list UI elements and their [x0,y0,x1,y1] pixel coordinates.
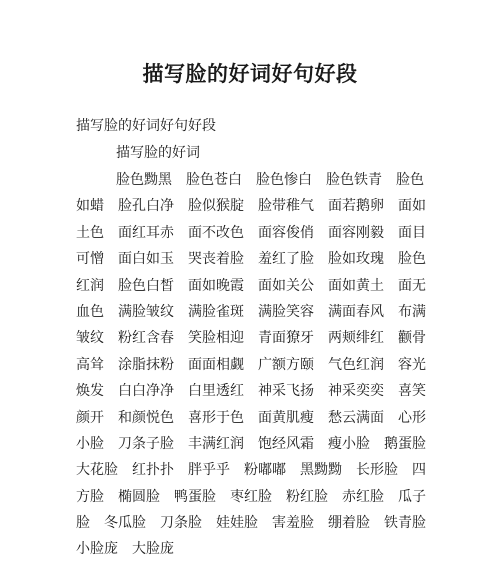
paragraph-line: 脸色黝黑 脸色苍白 脸色惨白 脸色铁青 脸色 [116,172,424,188]
paragraph-line: 血色 满脸皱纹 满脸雀斑 满脸笑容 满面春风 布满 [76,303,426,320]
paragraph-line: 高耸 涂脂抹粉 面面相觑 广额方颐 气色红润 容光 [76,356,426,373]
page-title: 描写脸的好词好句好段 [142,61,358,86]
paragraph-line: 皱纹 粉红含春 笑脸相迎 青面獠牙 两颊绯红 颧骨 [76,330,426,347]
paragraph-line: 如蜡 脸孔白净 脸似猴腚 脸带稚气 面若鹅卵 面如 [76,198,426,215]
paragraph-line: 颜开 和颜悦色 喜形于色 面黄肌瘦 愁云满面 心形 [76,409,426,426]
paragraph-line: 红润 脸色白皙 面如晚霞 面如关公 面如黄土 面无 [76,277,426,294]
article-subtitle: 描写脸的好词好句好段 [76,118,216,134]
paragraph-line: 脸 冬瓜脸 刀条脸 娃娃脸 害羞脸 绷着脸 铁青脸 [76,515,426,532]
paragraph-line: 土色 面红耳赤 面不改色 面容俊俏 面容刚毅 面目 [76,224,426,241]
paragraph-line: 大花脸 红扑扑 胖乎乎 粉嘟嘟 黑黝黝 长形脸 四 [76,462,426,479]
paragraph-line: 小脸庞 大脸庞 [76,541,174,558]
paragraph-line: 小脸 刀条子脸 丰满红润 饱经风霜 瘦小脸 鹅蛋脸 [76,435,426,452]
paragraph-line: 焕发 白白净净 白里透红 神采飞扬 神采奕奕 喜笑 [76,383,426,400]
section-heading: 描写脸的好词 [116,145,200,161]
word-list-paragraph [76,170,426,566]
paragraph-line: 方脸 椭圆脸 鸭蛋脸 枣红脸 粉红脸 赤红脸 瓜子 [76,488,426,505]
paragraph-line: 可憎 面白如玉 哭丧着脸 羞红了脸 脸如玫瑰 脸色 [76,251,426,268]
